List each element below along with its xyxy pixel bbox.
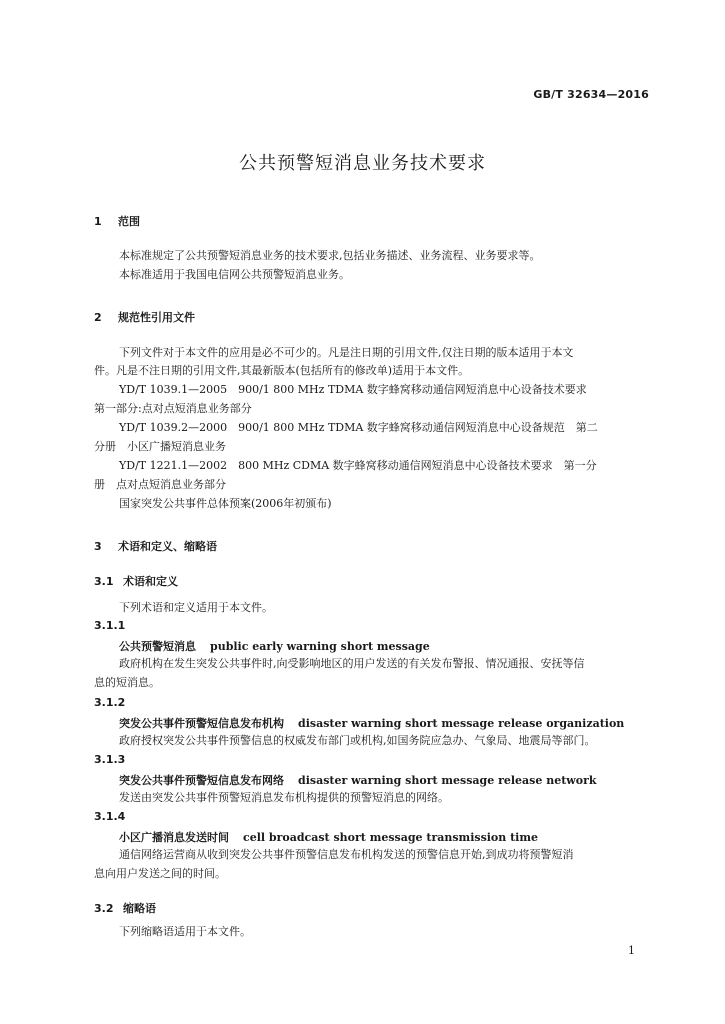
term-english: disaster warning short message release organization [298,717,625,730]
section-1-heading [94,213,140,229]
term-number: 3.1.2 [94,696,126,709]
term-entry [119,715,624,731]
term-chinese: 小区广播消息发送时间 [119,831,229,844]
paragraph: 下列缩略语适用于本文件。 [119,925,251,938]
term-english: cell broadcast short message transmission time [243,831,538,844]
section-3-2-heading [94,900,156,916]
section-title: 缩略语 [123,902,156,915]
term-definition: 息向用户发送之间的时间。 [94,867,226,880]
page-number: 1 [628,944,635,957]
reference-item: YD/T 1221.1—2002 800 MHz CDMA 数字蜂窝移动通信网短消息中心设备技术要求 第一分 [119,459,597,472]
term-definition: 政府机构在发生突发公共事件时,向受影响地区的用户发送的有关发布警报、情况通报、安抚等信 [119,657,585,670]
section-3-1-heading [94,573,178,589]
term-number: 3.1.3 [94,753,126,766]
section-number: 3.1 [94,575,114,588]
reference-item: 第一部分:点对点短消息业务部分 [94,402,252,415]
term-english: disaster warning short message release network [298,774,597,787]
section-number: 2 [94,311,102,324]
term-definition: 发送由突发公共事件预警短消息发布机构提供的预警短消息的网络。 [119,791,449,804]
paragraph: 本标准适用于我国电信网公共预警短消息业务。 [119,268,350,281]
term-chinese: 公共预警短消息 [119,640,196,653]
section-2-heading [94,309,195,325]
section-number: 1 [94,215,102,228]
term-entry [119,829,538,845]
paragraph: 件。凡是不注日期的引用文件,其最新版本(包括所有的修改单)适用于本文件。 [94,364,470,377]
reference-item: 册 点对点短消息业务部分 [94,478,226,491]
term-number: 3.1.4 [94,810,126,823]
paragraph: 下列术语和定义适用于本文件。 [119,601,273,614]
section-title: 规范性引用文件 [118,311,195,324]
term-english: public early warning short message [210,640,430,653]
term-definition: 政府授权突发公共事件预警信息的权威发布部门或机构,如国务院应急办、气象局、地震局等部门。 [119,734,596,747]
reference-item: 分册 小区广播短消息业务 [94,440,226,453]
term-definition: 息的短消息。 [94,676,160,689]
section-3-heading [94,538,217,554]
paragraph: 本标准规定了公共预警短消息业务的技术要求,包括业务描述、业务流程、业务要求等。 [119,249,541,262]
section-title: 范围 [118,215,140,228]
term-entry [119,638,430,654]
term-chinese: 突发公共事件预警短信息发布机构 [119,717,284,730]
standard-code: GB/T 32634—2016 [533,88,649,101]
section-title: 术语和定义 [123,575,178,588]
section-number: 3 [94,540,102,553]
reference-item: 国家突发公共事件总体预案(2006年初颁布) [119,497,332,510]
term-chinese: 突发公共事件预警短信息发布网络 [119,774,284,787]
document-title: 公共预警短消息业务技术要求 [239,153,486,174]
paragraph: 下列文件对于本文件的应用是必不可少的。凡是注日期的引用文件,仅注日期的版本适用于本文 [119,346,574,359]
reference-item: YD/T 1039.1—2005 900/1 800 MHz TDMA 数字蜂窝移动通信网短消息中心设备技术要求 [119,383,587,396]
section-number: 3.2 [94,902,114,915]
term-definition: 通信网络运营商从收到突发公共事件预警信息发布机构发送的预警信息开始,到成功将预警短消 [119,848,574,861]
section-title: 术语和定义、缩略语 [118,540,217,553]
reference-item: YD/T 1039.2—2000 900/1 800 MHz TDMA 数字蜂窝移动通信网短消息中心设备规范 第二 [119,421,598,434]
term-number: 3.1.1 [94,619,126,632]
term-entry [119,772,597,788]
